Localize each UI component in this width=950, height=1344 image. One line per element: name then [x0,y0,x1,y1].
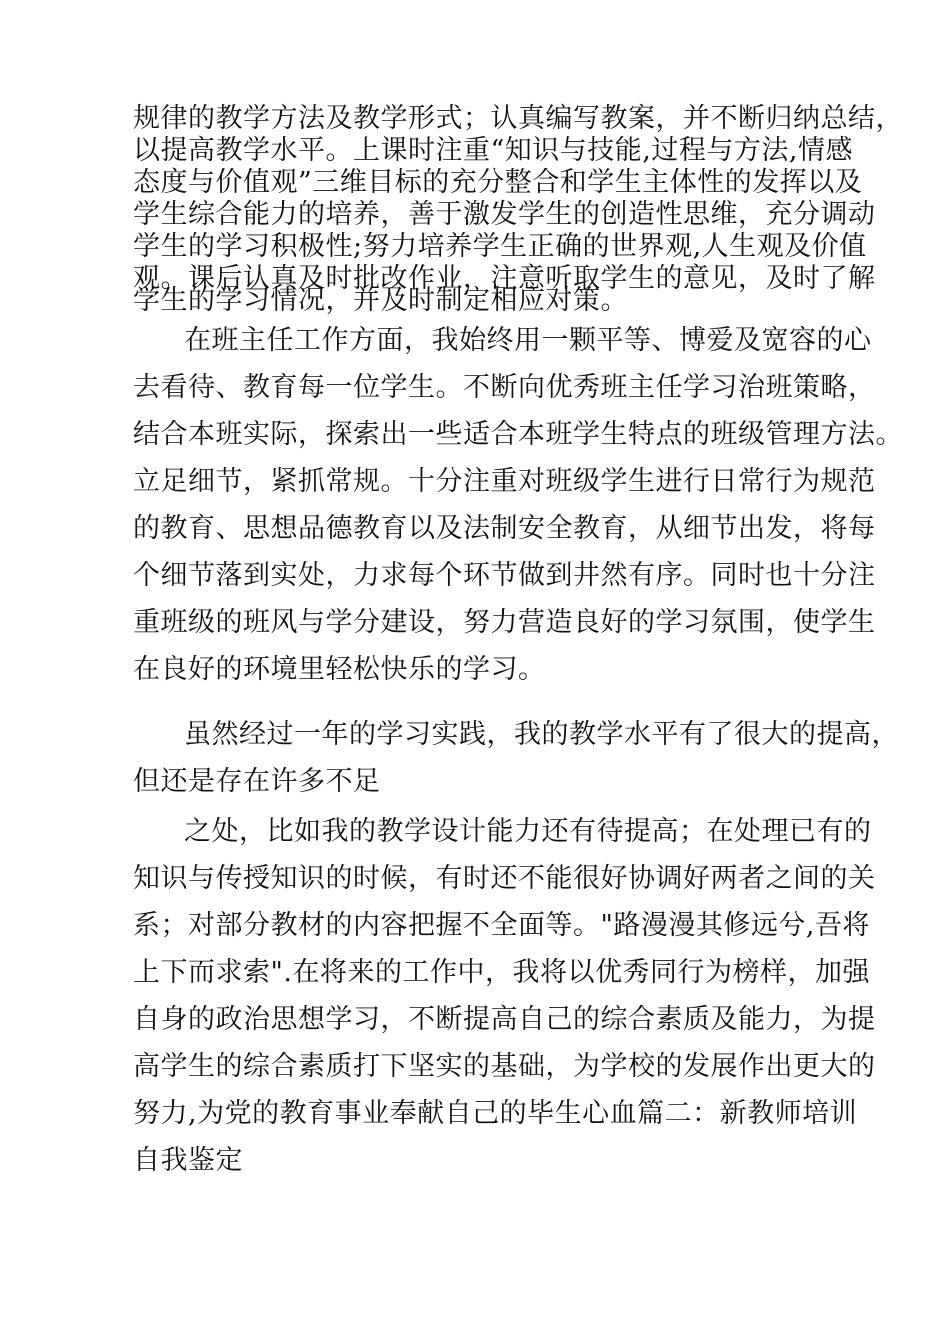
text-line: 自身的政治思想学习，不断提高自己的综合素质及能力，为提 [133,1004,876,1035]
text-line: 观。课后认真及时批改作业，注意听取学生的意见，及时了解 [133,263,876,294]
text-line: 的教育、思想品德教育以及法制安全教育，从细节出发，将每 [133,513,876,544]
text-line: 以提高教学水平。上课时注重“知识与技能,过程与方法,情感 [133,135,853,166]
text-line: 但还是存在许多不足 [133,766,381,797]
text-line: 态度与价值观”三维目标的充分整合和学生主体性的发挥以及 [133,167,863,198]
text-line: 规律的教学方法及教学形式；认真编写教案，并不断归纳总结， [133,103,903,134]
text-line: 努力,为党的教育事业奉献自己的毕生心血篇二：新教师培训 [133,1098,858,1129]
text-line: 学生综合能力的培养，善于激发学生的创造性思维，充分调动 [133,199,876,230]
paragraph-first-line: 之处，比如我的教学设计能力还有待提高；在处理已有的 [184,816,872,847]
text-line: 自我鉴定 [133,1145,243,1176]
text-line: 重班级的班风与学分建设，努力营造良好的学习氛围，使学生 [133,607,876,638]
text-line: 学生的学习情况，并及时制定相应对策。 [133,285,628,316]
text-line: 结合本班实际，探索出一些适合本班学生特点的班级管理方法。 [133,419,903,450]
text-line: 上下而求索".在将来的工作中，我将以优秀同行为榜样，加强 [133,957,871,988]
text-line: 在良好的环境里轻松快乐的学习。 [133,654,546,685]
text-line: 去看待、教育每一位学生。不断向优秀班主任学习治班策略， [133,372,876,403]
text-line: 立足细节，紧抓常规。十分注重对班级学生进行日常行为规范 [133,466,876,497]
paragraph-first-line: 虽然经过一年的学习实践，我的教学水平有了很大的提高， [184,719,899,750]
text-line: 高学生的综合素质打下坚实的基础，为学校的发展作出更大的 [133,1051,876,1082]
text-line: 知识与传授知识的时候，有时还不能很好协调好两者之间的关 [133,863,876,894]
paragraph-first-line: 在班主任工作方面，我始终用一颗平等、博爱及宽容的心 [184,325,872,356]
text-line: 个细节落到实处，力求每个环节做到井然有序。同时也十分注 [133,560,876,591]
text-line: 学生的学习积极性;努力培养学生正确的世界观,人生观及价值 [133,231,867,262]
text-line: 系；对部分教材的内容把握不全面等。"路漫漫其修远兮,吾将 [133,910,871,941]
